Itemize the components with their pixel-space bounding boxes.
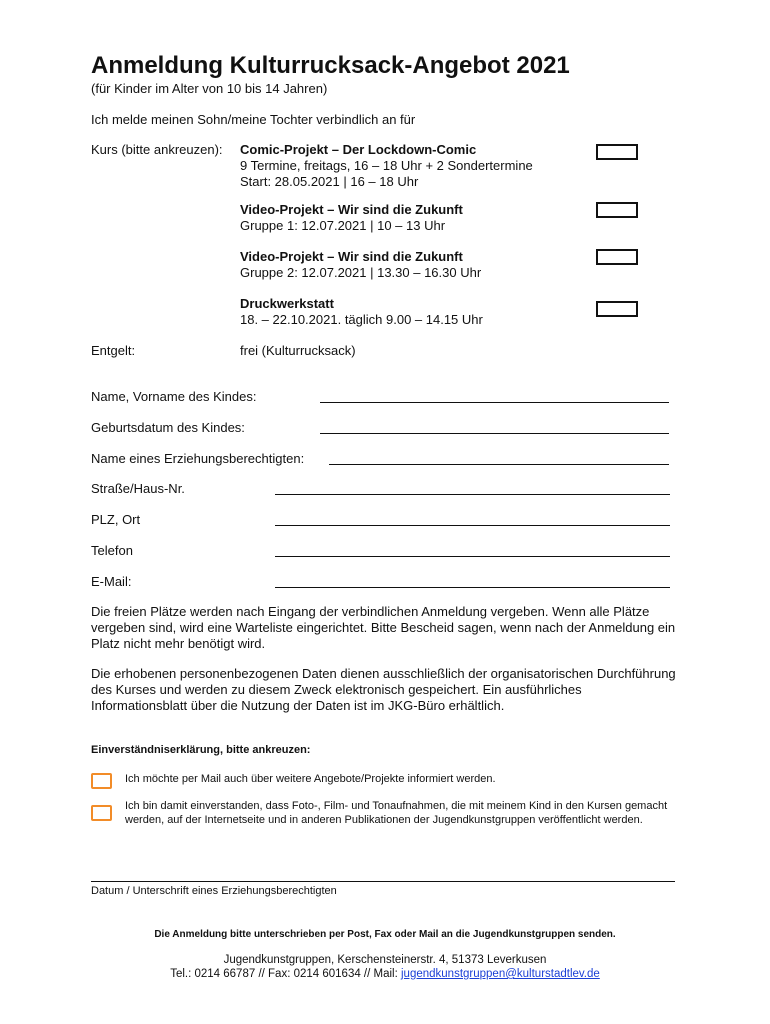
course-checkbox-video-1[interactable] xyxy=(596,202,638,218)
consent-checkbox-media[interactable] xyxy=(91,805,112,821)
course-title: Druckwerkstatt xyxy=(240,296,334,311)
page-title: Anmeldung Kulturrucksack-Angebot 2021 xyxy=(91,52,570,79)
phone-label: Telefon xyxy=(91,543,133,558)
fee-value: frei (Kulturrucksack) xyxy=(240,343,356,358)
page-subtitle: (für Kinder im Alter von 10 bis 14 Jahren) xyxy=(91,81,328,96)
course-druck xyxy=(240,296,483,328)
course-detail: Gruppe 2: 12.07.2021 | 13.30 – 16.30 Uhr xyxy=(240,265,482,280)
course-video-1 xyxy=(240,202,463,234)
email-field[interactable] xyxy=(275,587,670,588)
street-label: Straße/Haus-Nr. xyxy=(91,481,185,496)
course-detail: Gruppe 1: 12.07.2021 | 10 – 13 Uhr xyxy=(240,218,446,233)
city-label: PLZ, Ort xyxy=(91,512,141,527)
signature-field[interactable] xyxy=(91,881,675,882)
footer-notice: Die Anmeldung bitte unterschrieben per Post, Fax oder Mail an die Jugendkunstgruppen senden. xyxy=(154,929,616,940)
course-title: Video-Projekt – Wir sind die Zukunft xyxy=(240,202,463,217)
course-video-2 xyxy=(240,249,481,281)
course-comic xyxy=(240,142,533,190)
footer-contact xyxy=(0,967,770,982)
child-name-field[interactable] xyxy=(320,402,669,403)
fee-label: Entgelt: xyxy=(91,343,136,358)
guardian-field[interactable] xyxy=(329,464,669,465)
child-name-label: Name, Vorname des Kindes: xyxy=(91,389,257,404)
course-detail: Start: 28.05.2021 | 16 – 18 Uhr xyxy=(240,174,419,189)
intro-text: Ich melde meinen Sohn/meine Tochter verbindlich an für xyxy=(91,112,416,127)
places-paragraph: Die freien Plätze werden nach Eingang der verbindlichen Anmeldung vergeben. Wenn alle Plätze vergeben sind, wird eine Warteliste eingerichtet. Bitte Bescheid sagen, wenn nach der Anmeldung ein Platz nicht mehr benötigt wird. xyxy=(91,604,676,651)
consent-checkbox-newsletter[interactable] xyxy=(91,773,112,789)
course-detail: 9 Termine, freitags, 16 – 18 Uhr + 2 Sondertermine xyxy=(240,158,533,173)
footer-address: Jugendkunstgruppen, Kerschensteinerstr. 4, 51373 Leverkusen xyxy=(223,954,547,966)
footer-email-link[interactable]: jugendkunstgruppen@kulturstadtlev.de xyxy=(401,968,600,980)
course-title: Comic-Projekt – Der Lockdown-Comic xyxy=(240,142,477,157)
birthdate-field[interactable] xyxy=(320,433,669,434)
consent-text-newsletter: Ich möchte per Mail auch über weitere Angebote/Projekte informiert werden. xyxy=(125,773,496,785)
phone-field[interactable] xyxy=(275,556,670,557)
privacy-paragraph: Die erhobenen personenbezogenen Daten dienen ausschließlich der organisatorischen Durchführung des Kurses und werden zu diesem Zweck elektronisch gespeichert. Ein ausführliches Informationsblatt über die Nutzung der Daten ist im JKG-Büro erhältlich. xyxy=(91,666,676,713)
course-title: Video-Projekt – Wir sind die Zukunft xyxy=(240,249,463,264)
city-field[interactable] xyxy=(275,525,670,526)
course-detail: 18. – 22.10.2021. täglich 9.00 – 14.15 Uhr xyxy=(240,312,483,327)
street-field[interactable] xyxy=(275,494,670,495)
course-checkbox-video-2[interactable] xyxy=(596,249,638,265)
course-label: Kurs (bitte ankreuzen): xyxy=(91,142,223,157)
consent-text-media: Ich bin damit einverstanden, dass Foto-, Film- und Tonaufnahmen, die mit meinem Kind in den Kursen gemacht werden, auf der Internetseite und in anderen Publikationen der Jugendkunstgruppen veröffentlicht werden. xyxy=(125,800,668,826)
guardian-label: Name eines Erziehungsberechtigten: xyxy=(91,451,305,466)
consent-heading: Einverständniserklärung, bitte ankreuzen: xyxy=(91,744,311,756)
signature-label: Datum / Unterschrift eines Erziehungsberechtigten xyxy=(91,885,337,897)
email-label: E-Mail: xyxy=(91,574,132,589)
footer-contact-text: Tel.: 0214 66787 // Fax: 0214 601634 // Mail: xyxy=(170,968,401,980)
course-checkbox-druck[interactable] xyxy=(596,301,638,317)
course-checkbox-comic[interactable] xyxy=(596,144,638,160)
birthdate-label: Geburtsdatum des Kindes: xyxy=(91,420,245,435)
